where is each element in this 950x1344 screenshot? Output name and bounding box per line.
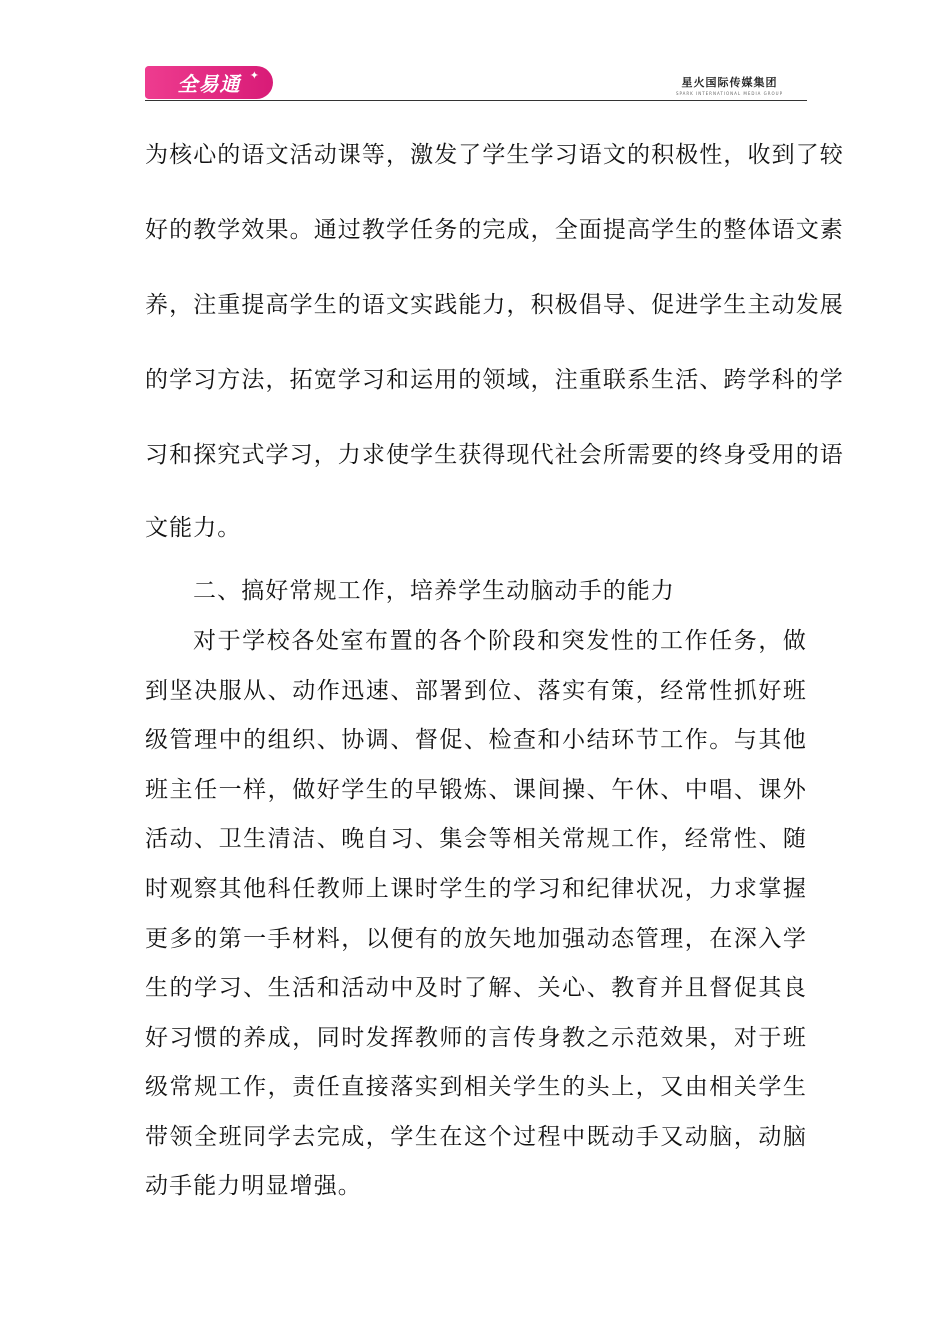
body-line: 带领全班同学去完成，学生在这个过程中既动手又动脑，动脑 bbox=[145, 1124, 807, 1150]
body-line: 养，注重提高学生的语文实践能力，积极倡导、促进学生主动发展 bbox=[145, 292, 844, 318]
body-line: 活动、卫生清洁、晚自习、集会等相关常规工作，经常性、随 bbox=[145, 826, 807, 852]
body-line: 的学习方法，拓宽学习和运用的领域，注重联系生活、跨学科的学 bbox=[145, 367, 844, 393]
body-line: 班主任一样，做好学生的早锻炼、课间操、午休、中唱、课外 bbox=[145, 777, 807, 803]
body-line: 时观察其他科任教师上课时学生的学习和纪律状况，力求掌握 bbox=[145, 876, 807, 902]
body-line: 更多的第一手材料，以便有的放矢地加强动态管理，在深入学 bbox=[145, 926, 807, 952]
body-line: 级常规工作，责任直接落实到相关学生的头上，又由相关学生 bbox=[145, 1074, 807, 1100]
body-line: 为核心的语文活动课等，激发了学生学习语文的积极性，收到了较 bbox=[145, 142, 844, 168]
organization-name: 星火国际传媒集团 bbox=[681, 76, 778, 89]
body-line: 对于学校各处室布置的各个阶段和突发性的工作任务，做 bbox=[193, 628, 807, 654]
body-line: 习和探究式学习，力求使学生获得现代社会所需要的终身受用的语 bbox=[145, 442, 844, 468]
sparkle-icon: ✦ bbox=[249, 69, 259, 82]
body-line: 好习惯的养成，同时发挥教师的言传身教之示范效果，对于班 bbox=[145, 1025, 807, 1051]
organization-mark bbox=[676, 74, 783, 96]
section-heading: 二、搞好常规工作，培养学生动脑动手的能力 bbox=[193, 578, 675, 604]
logo-text: 全易通 bbox=[177, 72, 241, 96]
body-line: 动手能力明显增强。 bbox=[145, 1173, 362, 1199]
body-line: 好的教学效果。通过教学任务的完成，全面提高学生的整体语文素 bbox=[145, 217, 844, 243]
page-header bbox=[145, 66, 807, 102]
body-line: 到坚决服从、动作迅速、部署到位、落实有策，经常性抓好班 bbox=[145, 678, 807, 704]
organization-subtitle: SPARK INTERNATIONAL MEDIA GROUP bbox=[675, 91, 783, 96]
body-line: 级管理中的组织、协调、督促、检查和小结环节工作。与其他 bbox=[145, 727, 807, 753]
body-line: 生的学习、生活和活动中及时了解、关心、教育并且督促其良 bbox=[145, 975, 807, 1001]
body-line: 文能力。 bbox=[145, 515, 242, 541]
header-divider bbox=[145, 100, 807, 101]
brand-logo bbox=[145, 66, 273, 99]
